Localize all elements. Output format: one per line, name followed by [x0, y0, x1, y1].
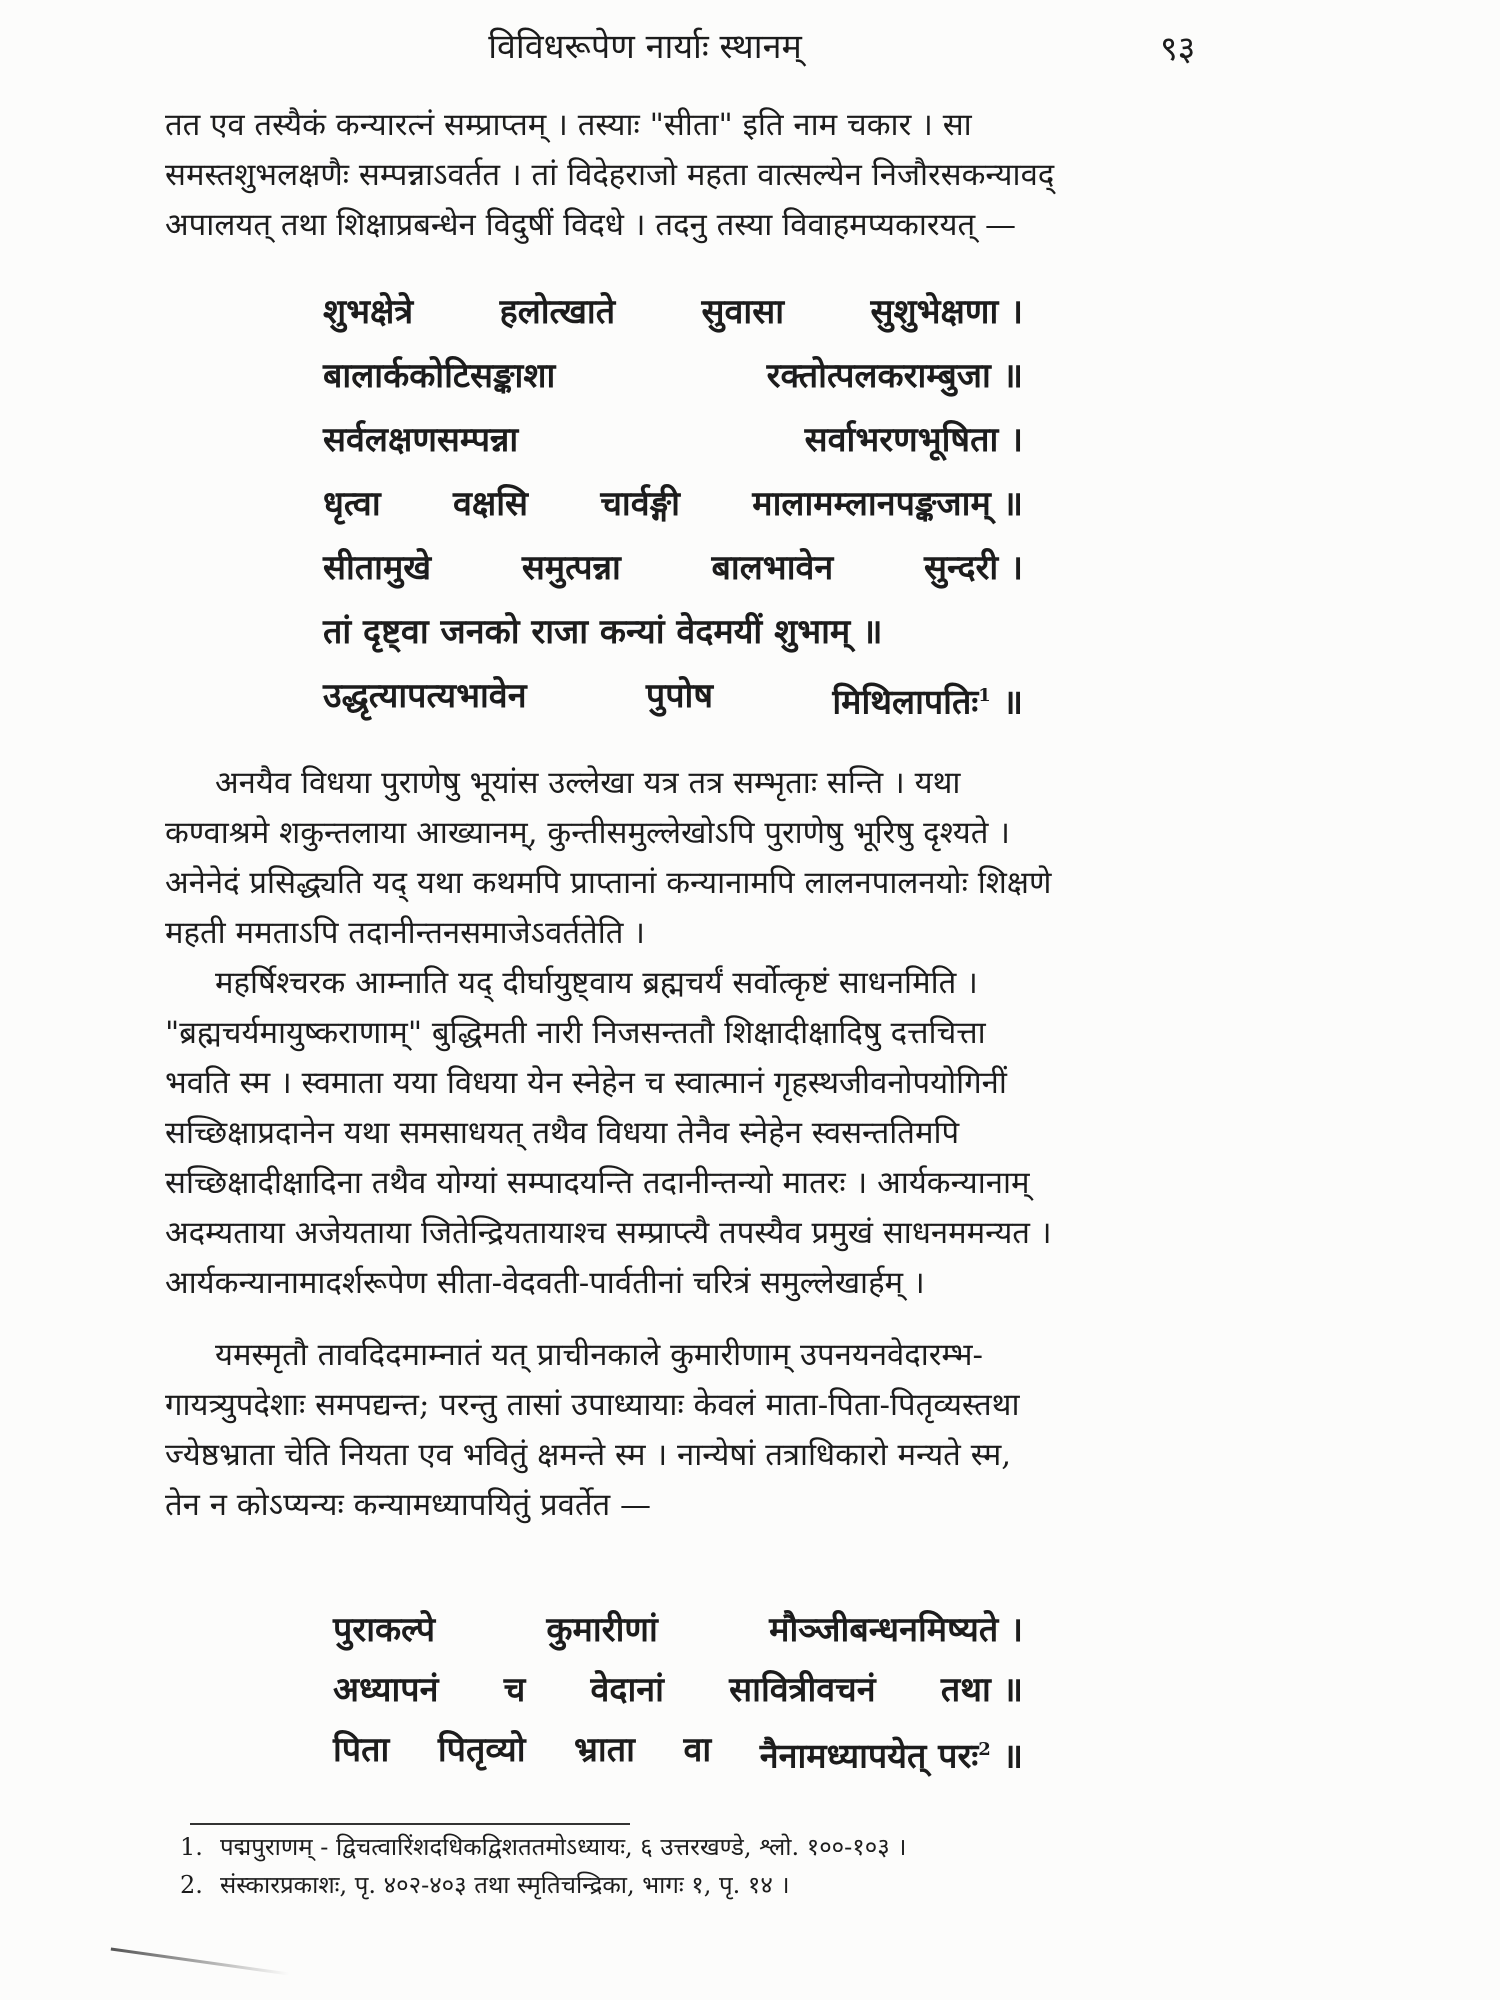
verse-word: समुत्पन्ना — [521, 548, 621, 588]
footnote-divider — [190, 1823, 630, 1825]
verse-word: बालभावेन — [711, 548, 834, 588]
double-danda: ॥ — [1002, 1736, 1023, 1777]
verse-word: उद्धृत्यापत्यभावेन — [323, 676, 527, 716]
text-line: भवति स्म । स्वमाता यया विधया येन स्नेहेन च स्वात्मानं गृहस्थजीवनोपयोगिनीं — [165, 1065, 1007, 1101]
verse-line — [333, 1720, 1023, 1786]
verse-line — [323, 344, 1023, 408]
text-line: तत एव तस्यैकं कन्यारत्नं सम्प्राप्तम् । तस्याः "सीता" इति नाम चकार । सा — [165, 107, 972, 143]
verse-word: सीतामुखे — [323, 548, 432, 588]
verse-word: बालार्ककोटिसङ्काशा — [323, 356, 556, 396]
verse-word: सुशुभेक्षणा । — [870, 292, 1023, 332]
verse-word: भ्राता — [574, 1730, 635, 1770]
verse-block-2 — [333, 1600, 1023, 1786]
text-line: "ब्रह्मचर्यमायुष्कराणाम्" बुद्धिमती नारी निजसन्ततौ शिक्षादीक्षादिषु दत्तचित्ता — [165, 1015, 986, 1051]
verse-word: पुपोष — [645, 676, 713, 716]
verse-line — [323, 536, 1023, 600]
verse-word-text: मिथिलापतिः — [832, 682, 979, 723]
footnote-2 — [180, 1866, 1280, 1904]
verse-word — [832, 664, 1023, 734]
paragraph-4 — [165, 1330, 1215, 1530]
paragraph-2 — [165, 758, 1215, 958]
verse-word: मालामम्लानपङ्कजाम् ॥ — [752, 484, 1023, 524]
footnote-text: पद्मपुराणम् - द्विचत्वारिंशदधिकद्विशततमोऽध्यायः, ६ उत्तरखण्डे, श्लो. १००-१०३ । — [220, 1833, 907, 1861]
text-line: यमस्मृतौ तावदिदमाम्नातं यत् प्राचीनकाले कुमारीणाम् उपनयनवेदारम्भ- — [215, 1337, 983, 1373]
footnote-marker-2: 2 — [978, 1739, 991, 1760]
verse-word: च — [503, 1670, 526, 1710]
footnote-number: 2. — [180, 1871, 203, 1899]
verse-word: सावित्रीवचनं — [729, 1670, 876, 1710]
text-line: तेन न कोऽप्यन्यः कन्यामध्यापयितुं प्रवर्तेत — — [165, 1487, 652, 1523]
text-line: गायत्र्युपदेशाः समपद्यन्त; परन्तु तासां उपाध्यायाः केवलं माता-पिता-पितृव्यस्तथा — [165, 1387, 1020, 1423]
verse-line — [333, 1600, 1023, 1660]
text-line: समस्तशुभलक्षणैः सम्पन्नाऽवर्तत । तां विदेहराजो महता वात्सल्येन निजौरसकन्यावद् — [165, 157, 1055, 193]
footnote-marker-1: 1 — [978, 685, 991, 706]
text-line: आर्यकन्यानामादर्शरूपेण सीता-वेदवती-पार्वतीनां चरित्रं समुल्लेखार्हम् । — [165, 1265, 925, 1301]
verse-line — [323, 280, 1023, 344]
verse-line — [323, 408, 1023, 472]
double-danda: ॥ — [1002, 682, 1023, 723]
paragraph-1 — [165, 100, 1215, 250]
paragraph-3 — [165, 958, 1215, 1308]
verse-word: हलोत्खाते — [499, 292, 616, 332]
verse-word: सर्वलक्षणसम्पन्ना — [323, 420, 519, 460]
text-line: अनेनेदं प्रसिद्ध्यति यद् यथा कथमपि प्राप्तानां कन्यानामपि लालनपालनयोः शिक्षणे — [165, 865, 1052, 901]
verse-word: वक्षसि — [452, 484, 529, 524]
verse-word: पिता — [333, 1730, 390, 1770]
verse-word: अध्यापनं — [333, 1670, 439, 1710]
verse-word: सुन्दरी । — [923, 548, 1023, 588]
verse-line — [323, 472, 1023, 536]
text-line: कण्वाश्रमे शकुन्तलाया आख्यानम्, कुन्तीसमुल्लेखोऽपि पुराणेषु भूरिषु दृश्यते । — [165, 815, 1010, 851]
text-line: महर्षिश्चरक आम्नाति यद् दीर्घायुष्ट्वाय ब्रह्मचर्यं सर्वोत्कृष्टं साधनमिति । — [215, 965, 978, 1001]
verse-word: वेदानां — [590, 1670, 664, 1710]
verse-line — [323, 600, 1023, 664]
text-line: ज्येष्ठभ्राता चेति नियता एव भवितुं क्षमन्ते स्म । नान्येषां तत्राधिकारो मन्यते स्म, — [165, 1437, 1012, 1473]
verse-word: चार्वङ्गी — [600, 484, 680, 524]
verse-block-1 — [323, 280, 1023, 734]
running-header-title: विविधरूपेण नार्याः स्थानम् — [488, 27, 802, 67]
text-line: सच्छिक्षाप्रदानेन यथा समसाधयत् तथैव विधया तेनैव स्नेहेन स्वसन्ततिमपि — [165, 1115, 960, 1151]
text-line: अपालयत् तथा शिक्षाप्रबन्धेन विदुषीं विदधे । तदनु तस्या विवाहमप्यकारयत् — — [165, 207, 1017, 243]
text-line: सच्छिक्षादीक्षादिना तथैव योग्यां सम्पादयन्ति तदानीन्तन्यो मातरः । आर्यकन्यानाम् — [165, 1165, 1030, 1201]
text-line: महती ममताऽपि तदानीन्तनसमाजेऽवर्ततेति । — [165, 915, 645, 951]
verse-line — [333, 1660, 1023, 1720]
footnote-number: 1. — [180, 1833, 203, 1861]
verse-word-text: नैनामध्यापयेत् परः — [759, 1736, 979, 1777]
verse-word: सर्वाभरणभूषिता । — [804, 420, 1023, 460]
verse-word: मौञ्जीबन्धनमिष्यते । — [769, 1610, 1023, 1650]
footnote-text: संस्कारप्रकाशः, पृ. ४०२-४०३ तथा स्मृतिचन्द्रिका, भागः १, पृ. १४ । — [220, 1871, 790, 1899]
page-number: ९३ — [1160, 29, 1196, 69]
text-line: अनयैव विधया पुराणेषु भूयांस उल्लेखा यत्र तत्र सम्भृताः सन्ति । यथा — [215, 765, 961, 801]
verse-word: पुराकल्पे — [333, 1610, 436, 1650]
footnotes — [180, 1828, 1280, 1904]
verse-word: धृत्वा — [323, 484, 381, 524]
verse-word: शुभक्षेत्रे — [323, 292, 414, 332]
footnote-1 — [180, 1828, 1280, 1866]
verse-word: रक्तोत्पलकराम्बुजा ॥ — [766, 356, 1023, 396]
verse-word: तथा ॥ — [940, 1670, 1023, 1710]
text-line: अदम्यताया अजेयताया जितेन्द्रियतायाश्च सम्प्राप्त्यै तपस्यैव प्रमुखं साधनममन्यत । — [165, 1215, 1052, 1251]
verse-word: तां दृष्ट्वा जनको राजा कन्यां वेदमयीं शुभाम् ॥ — [323, 612, 883, 652]
verse-line — [323, 664, 1023, 734]
page-edge-mark — [111, 1947, 290, 1975]
verse-word: पितृव्यो — [437, 1730, 526, 1770]
verse-word: कुमारीणां — [546, 1610, 658, 1650]
verse-word: वा — [683, 1730, 712, 1770]
verse-word — [760, 1720, 1023, 1786]
verse-word: सुवासा — [701, 292, 785, 332]
